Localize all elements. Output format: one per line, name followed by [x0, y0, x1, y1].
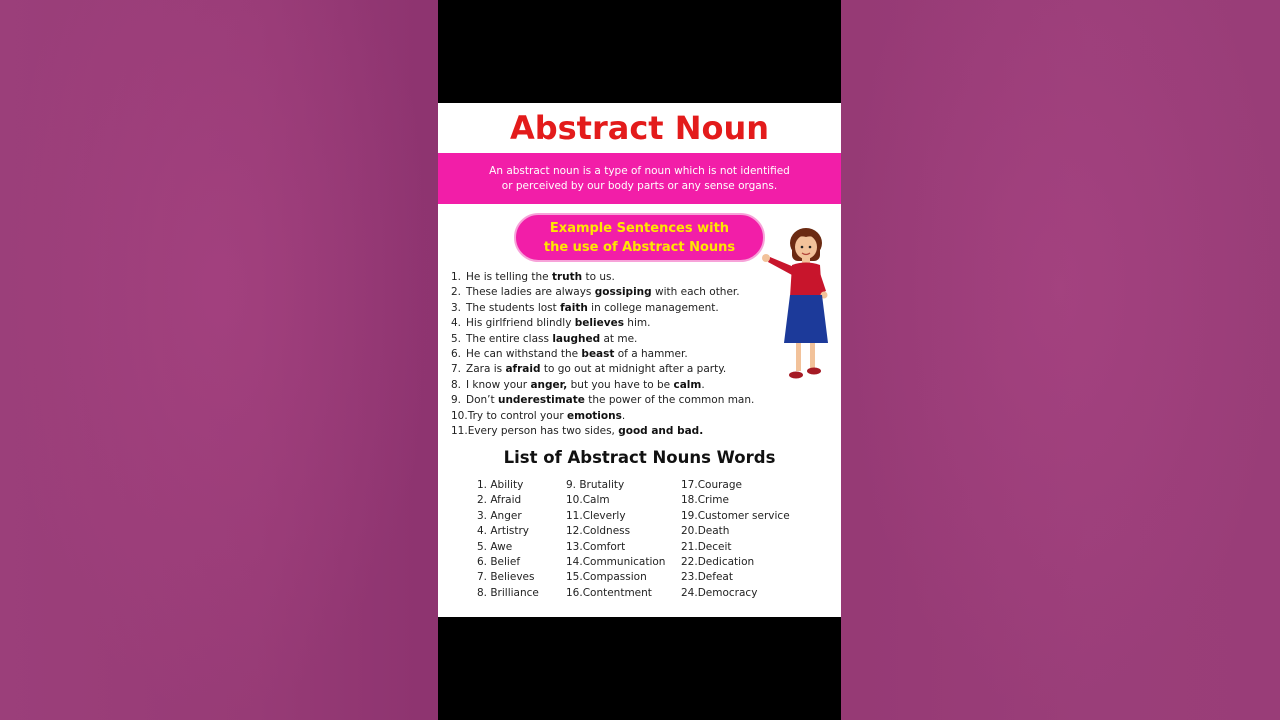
word-item: 16.Contentment	[566, 586, 652, 599]
example-sentences-list	[451, 271, 761, 440]
sentence-item: 9. Don’t underestimate the power of the common man.	[451, 394, 755, 407]
video-frame	[438, 0, 841, 720]
word-item: 20.Death	[681, 525, 730, 538]
word-item: 23.Defeat	[681, 571, 733, 584]
word-list-column-3	[681, 479, 790, 602]
definition-line-1: An abstract noun is a type of noun which is not identified	[489, 165, 790, 177]
word-item: 18.Crime	[681, 494, 729, 507]
sentence-item: 3. The students lost faith in college management.	[451, 301, 719, 314]
examples-heading-line-2: the use of Abstract Nouns	[543, 240, 736, 255]
sentence-item: 4. His girlfriend blindly believes him.	[451, 317, 651, 330]
word-item: 4. Artistry	[477, 525, 530, 538]
sentence-item: 5. The entire class laughed at me.	[451, 332, 638, 345]
word-item: 7. Believes	[477, 571, 535, 584]
word-item: 13.Comfort	[566, 540, 626, 553]
teacher-illustration	[756, 225, 836, 385]
word-item: 9. Brutality	[566, 479, 625, 491]
examples-heading-line-1: Example Sentences with	[549, 221, 730, 236]
sentence-item: 6. He can withstand the beast of a hammer.	[451, 347, 688, 360]
sentence-item: 11.Every person has two sides, good and bad.	[451, 424, 704, 437]
word-item: 17.Courage	[681, 479, 742, 491]
word-item: 15.Compassion	[566, 571, 647, 584]
word-item: 24.Democracy	[681, 586, 758, 599]
word-item: 2. Afraid	[477, 494, 522, 507]
background-left	[0, 0, 438, 720]
word-item: 5. Awe	[477, 540, 513, 553]
word-list-title: List of Abstract Nouns Words	[503, 448, 776, 467]
word-item: 19.Customer service	[681, 509, 790, 522]
sentence-item: 1. He is telling the truth to us.	[451, 271, 615, 283]
page-title: Abstract Noun	[509, 109, 770, 147]
sentence-item: 8. I know your anger, but you have to be calm.	[451, 378, 705, 391]
word-item: 6. Belief	[477, 555, 521, 568]
definition-band	[438, 153, 841, 204]
word-item: 1. Ability	[477, 479, 524, 491]
background-right	[841, 0, 1279, 720]
word-list-column-2	[566, 479, 665, 602]
definition-line-2: or perceived by our body parts or any sense organs.	[501, 180, 778, 192]
word-item: 21.Deceit	[681, 540, 732, 553]
content-card	[438, 103, 841, 617]
word-item: 8. Brilliance	[477, 586, 539, 599]
word-item: 12.Coldness	[566, 525, 631, 538]
sentence-item: 2. These ladies are always gossiping with each other.	[451, 286, 740, 299]
sentence-item: 10.Try to control your emotions.	[451, 409, 626, 422]
word-item: 3. Anger	[477, 509, 522, 522]
word-item: 22.Dedication	[681, 555, 755, 568]
word-item: 14.Communication	[566, 555, 666, 568]
word-item: 11.Cleverly	[566, 509, 626, 522]
word-item: 10.Calm	[566, 494, 610, 507]
word-list-column-1	[477, 479, 539, 602]
examples-heading-pill	[514, 213, 765, 262]
sentence-item: 7. Zara is afraid to go out at midnight after a party.	[451, 363, 727, 376]
